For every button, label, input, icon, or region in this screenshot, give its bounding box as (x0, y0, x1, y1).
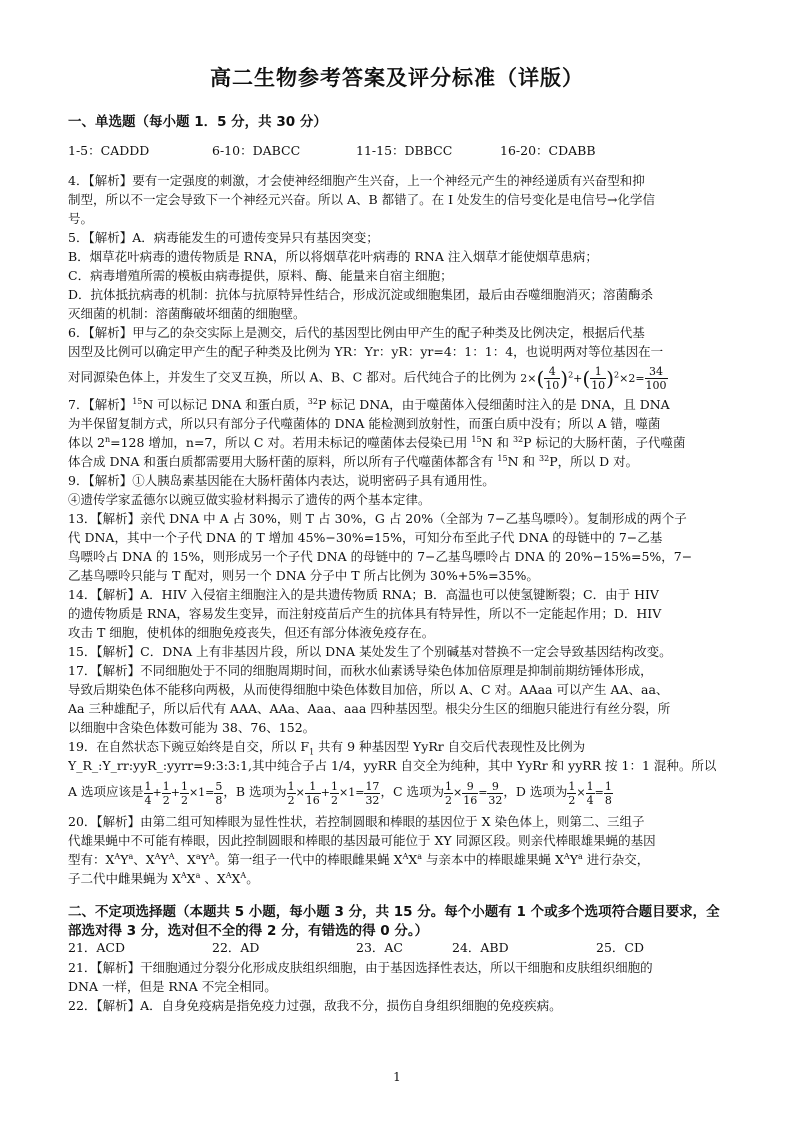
text-line: 22．【解析】A．自身免疫病是指免疫力过强，敌我不分，损伤自身组织细胞的免疫疾病。 (68, 998, 562, 1013)
text-line: 灭细菌的机制：溶菌酶破坏细菌的细胞壁。 (68, 306, 306, 321)
answer-group-3: 11-15：DBBCC (356, 143, 453, 158)
text-line: 子二代中雌果蝇为 $X^AX^a$ 、$X^AX^A$。 (68, 870, 259, 886)
text-line: 攻击 T 细胞，使机体的细胞免疫丧失，但还有部分体液免疫存在。 (68, 625, 435, 640)
q19-d-label: ，D 选项为 (503, 784, 568, 799)
text-line: 的遗传物质是 RNA，容易发生变异，而注射疫苗后产生的抗体具有特异性，所以不一定能起作用；D．HIV (68, 606, 662, 621)
text-line: 代 DNA，其中一个子代 DNA 的 T 增加 45%−30%=15%，可知分布至此子代 DNA 的母链中的 7−乙基 (68, 530, 663, 545)
text-line: C．病毒增殖所需的模板由病毒提供，原料、酶、能量来自宿主细胞； (68, 268, 453, 283)
explanation-block-1 (68, 171, 726, 361)
text-line: 19．在自然状态下豌豆始终是自交，所以 $F_1$ 共有 9 种基因型 YyRr 自交后代表现性及比例为 (68, 739, 586, 756)
answer-group-1: 1-5：CADDD (68, 143, 150, 158)
text-line: 体以 $2^n=128$ 增加，n=7，所以 C 对。若用未标记的噬菌体去侵染已用 $^{15}$N 和 $^{32}$P 标记的大肠杆菌，子代噬菌 (68, 434, 686, 450)
answer-25: 25．CD (596, 940, 644, 955)
section2-heading-line2: 部选对得 3 分，选对但不全的得 2 分，有错选的得 0 分。） (68, 923, 429, 939)
text-line: 20．【解析】由第二组可知棒眼为显性性状，若控制圆眼和棒眼的基因位于 X 染色体上，则第二、三组子 (68, 814, 645, 829)
q19-prefix: A 选项应该是 (68, 784, 144, 799)
page-title: 高二生物参考答案及评分标准（详版） (210, 66, 584, 90)
text-line: 13．【解析】亲代 DNA 中 A 占 30%，则 T 占 30%，G 占 20%（全部为 7−乙基鸟嘌呤）。复制形成的两个子 (68, 511, 687, 526)
section2-heading-line1: 二、不定项选择题（本题共 5 小题，每小题 3 分，共 15 分。每个小题有 1 个或多个选项符合题目要求，全 (68, 904, 720, 920)
answer-21: 21．ACD (68, 940, 126, 955)
text-line: 21．【解析】干细胞通过分裂分化形成皮肤组织细胞，由于基因选择性表达，所以干细胞和皮肤组织细胞的 (68, 960, 653, 975)
answer-group-2: 6-10：DABCC (212, 143, 301, 158)
answer-group-4: 16-20：CDABB (500, 143, 596, 158)
text-line: 14．【解析】A．HIV 入侵宿主细胞注入的是共遗传物质 RNA；B．高温也可以使氢键断裂；C．由于 HIV (68, 587, 659, 602)
explanation-block-2 (68, 395, 726, 775)
text-line: 号。 (68, 211, 94, 226)
q6-formula: 2×( $\frac{4}{10}$ )$^2$+( $\frac{1}{10}$ )$^2$×2= $\frac{34}{100}$ (520, 365, 667, 392)
q19-option-b-formula: $\frac{1}{2}$ × $\frac{1}{16}$ + $\frac{1}{2}$ ×1= $\frac{17}{32}$ (287, 779, 380, 807)
text-line: 代雄果蝇中不可能有棒眼，因此控制圆眼和棒眼的基因最可能位于 XY 同源区段。则亲代棒眼雄果蝇的基因 (68, 833, 656, 848)
text-line: 7．【解析】$^{15}$N 可以标记 DNA 和蛋白质，$^{32}$P 标记 DNA，由于噬菌体入侵细菌时注入的是 DNA，且 DNA (68, 396, 670, 412)
q19-option-d-formula: $\frac{1}{2}$ × $\frac{1}{4}$ = $\frac{1}{8}$ (568, 779, 612, 807)
q19-option-a-formula: $\frac{1}{4}$ + $\frac{1}{2}$ + $\frac{1}{2}$ ×1= $\frac{5}{8}$ (144, 779, 223, 807)
text-line: 9．【解析】①人胰岛素基因能在大肠杆菌体内表达，说明密码子具有通用性。 (68, 473, 495, 488)
q19-c-label: ，C 选项为 (380, 784, 444, 799)
text-line: D．抗体抵抗病毒的机制：抗体与抗原特异性结合，形成沉淀或细胞集团，最后由吞噬细胞消灭；溶菌酶杀 (68, 287, 654, 302)
q6-formula-line (68, 365, 726, 392)
text-line: 因型及比例可以确定甲产生的配子种类及比例为 YR：Yr：yR：yr=4：1：1：4，也说明两对等位基因在一 (68, 344, 664, 359)
text-line: 导致后期染色体不能移向两极，从而使得细胞中染色体数目加倍，所以 A、C 对。AAaa 可以产生 AA、aa、 (68, 682, 669, 697)
text-line: 鸟嘌呤占 DNA 的 15%，则形成另一个子代 DNA 的母链中的 7−乙基鸟嘌呤占 DNA 的 20%−15%=5%，7− (68, 549, 693, 564)
q19-option-c-formula: $\frac{1}{2}$ × $\frac{9}{16}$ = $\frac{9}{32}$ (444, 779, 503, 807)
explanation-block-3 (68, 812, 726, 888)
text-line: Aa 三种雄配子，所以后代有 AAA、AAa、Aaa、aaa 四种基因型。根尖分生区的细胞只能进行有丝分裂，所 (68, 701, 671, 716)
text-line: 以细胞中含染色体数可能为 38、76、152。 (68, 720, 316, 735)
text-line: DNA 一样，但是 RNA 不完全相同。 (68, 979, 277, 994)
q19-b-label: ，B 选项为 (223, 784, 287, 799)
text-line: 17．【解析】不同细胞处于不同的细胞周期时间，而秋水仙素诱导染色体加倍原理是抑制前期纺锤体形成， (68, 663, 653, 678)
text-line: 制型，所以不一定会导致下一个神经元兴奋。所以 A、B 都错了。在 I 处发生的信号变化是电信号→化学信 (68, 192, 656, 207)
answer-22: 22．AD (212, 940, 260, 955)
formula-coef: 2 (520, 371, 528, 385)
answer-23: 23．AC (356, 940, 403, 955)
text-line: 4．【解析】要有一定强度的刺激，才会使神经细胞产生兴奋，上一个神经元产生的神经递质有兴奋型和抑 (68, 173, 645, 188)
q6-text: 对同源染色体上，并发生了交叉互换，所以 A、B、C 都对。后代纯合子的比例为 (68, 369, 517, 385)
text-line: 为半保留复制方式，所以只有部分子代噬菌体的 DNA 能检测到放射性，而蛋白质中没有；所以 A 错，噬菌 (68, 416, 661, 431)
text-line: 体合成 DNA 和蛋白质都需要用大肠杆菌的原料，所以所有子代噬菌体都含有 $^{15}$N 和 $^{32}$P，所以 D 对。 (68, 453, 639, 469)
text-line: 5．【解析】A．病毒能发生的可遗传变异只有基因突变； (68, 230, 379, 245)
section1-heading: 一、单选题（每小题 1．5 分，共 30 分） (68, 114, 327, 130)
text-line: B．烟草花叶病毒的遗传物质是 RNA，所以将烟草花叶病毒的 RNA 注入烟草才能使烟草患病； (68, 249, 598, 264)
text-line: Y_R_:Y_rr:yyR_:yyrr=9:3:3:1,其中纯合子占 1/4，yyRR 自交全为纯种，其中 YyRr 和 yyRR 按 1：1 混种。所以 (68, 758, 717, 773)
answer-24: 24．ABD (452, 940, 509, 955)
text-line: ④遗传学家孟德尔以豌豆做实验材料揭示了遗传的两个基本定律。 (68, 492, 431, 507)
text-line: 15．【解析】C．DNA 上有非基因片段，所以 DNA 某处发生了个别碱基对替换不一定会导致基因结构改变。 (68, 644, 672, 659)
text-line: 型有：$X^AY^a$、$X^AY^A$、$X^aY^A$。第一组子一代中的棒眼雌果蝇 $X^AX^a$ 与亲本中的棒眼雄果蝇 $X^AY^a$ 进行杂交， (68, 851, 650, 867)
page-number: 1 (393, 1070, 401, 1084)
text-line: 6．【解析】甲与乙的杂交实际上是测交，后代的基因型比例由甲产生的配子种类及比例决定，根据后代基 (68, 325, 645, 340)
explanation-block-4 (68, 958, 726, 1015)
text-line: 乙基鸟嘌呤只能与 T 配对，则另一个 DNA 分子中 T 所占比例为 30%+5%=35%。 (68, 568, 539, 583)
q19-options-line (68, 778, 726, 807)
